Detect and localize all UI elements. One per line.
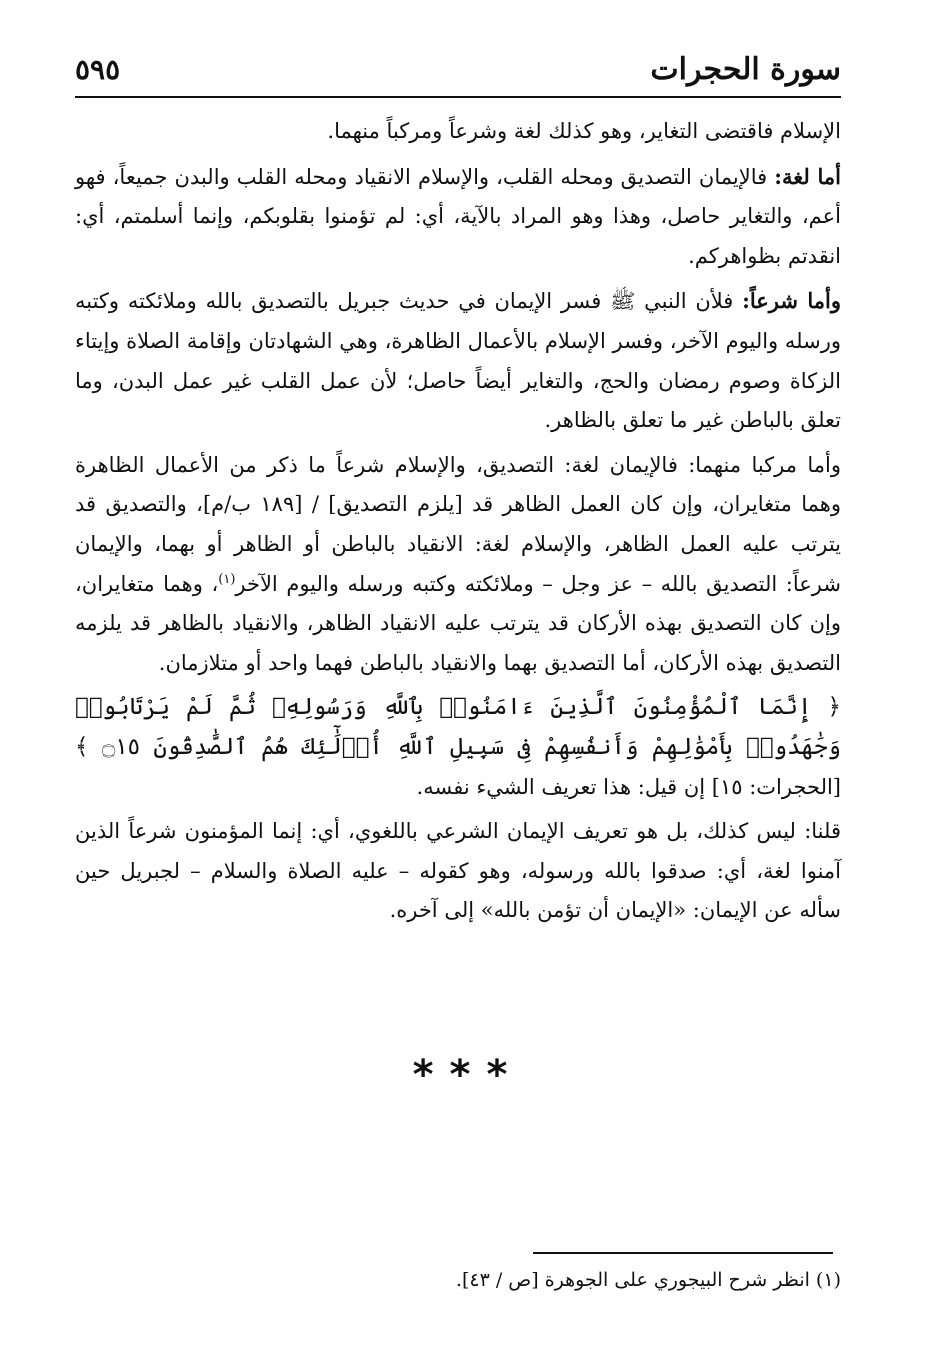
header-rule — [75, 96, 841, 98]
quran-verse: ﴿ إِنَّمَا ٱلْمُؤْمِنُونَ ٱلَّذِينَ ءَامَنُوا۟ بِٱللَّهِ وَرَسُولِهِۦ ثُمَّ لَمْ يَرْتَابُوا۟ وَجَٰهَدُوا۟ بِأَمْوَٰلِهِمْ وَأَنفُسِهِمْ فِى سَبِيلِ ٱللَّهِ أُو۟لَٰٓئِكَ هُمُ ٱلصَّٰدِقُونَ ۝١٥ ﴾ — [75, 694, 841, 760]
paragraph-5 — [75, 688, 841, 807]
paragraph-lead: أما لغة: — [774, 163, 841, 189]
paragraph-text: فلأن النبي ﷺ فسر الإيمان في حديث جبريل بالتصديق بالله وملائكته وكتبه ورسله واليوم الآخر، وفسر الإسلام بالأعمال الظاهرة، وهي الشهادتان وإقامة الصلاة وإيتاء الزكاة وصوم رمضان والحج، والتغاير أيضاً حاصل؛ لأن عمل القلب غير عمل البدن، وما تعلق بالباطن غير ما تعلق بالظاهر. — [75, 289, 841, 433]
paragraph-text: وأما مركبا منهما: فالإيمان لغة: التصديق، والإسلام شرعاً ما ذكر من الأعمال الظاهرة وهما متغايران، وإن كان العمل الظاهر قد [يلزم التصديق] / [١٨٩ ب/م]، والتصديق قد يترتب عليه العمل الظاهر، والإسلام لغة: الانقياد بالباطن أو الظاهر أو بهما، والإيمان شرعاً: التصديق بالله – عز وجل – وملائكته وكتبه ورسله واليوم الآخر — [75, 452, 841, 596]
footnote-rule — [533, 1252, 833, 1254]
paragraph-6 — [75, 812, 841, 931]
surah-title: سورة الحجرات — [650, 52, 841, 87]
page-header — [75, 48, 841, 96]
page-number: ٥٩٥ — [75, 53, 121, 86]
paragraph-text: فالإيمان التصديق ومحله القلب، والإسلام الانقياد ومحله القلب والبدن جميعاً، فهو أعم، والتغاير حاصل، وهذا وهو المراد بالآية، أي: لم تؤمنوا بقلوبكم، وإنما أسلمتم، أي: انقدتم بظواهركم. — [75, 164, 841, 268]
paragraph-text: قلنا: ليس كذلك، بل هو تعريف الإيمان الشرعي باللغوي، أي: إنما المؤمنون شرعاً الذين آمنوا لغة، أي: صدقوا بالله ورسوله، وهو كقوله – عليه الصلاة والسلام – لجبريل حين سأله عن الإيمان: «الإيمان أن تؤمن بالله» إلى آخره. — [75, 819, 841, 923]
paragraph-2 — [75, 157, 841, 277]
paragraph-3 — [75, 281, 841, 440]
paragraph-4 — [75, 446, 841, 684]
paragraph-text: ، وهما متغايران، وإن كان التصديق بهذه الأركان قد يترتب عليه الانقياد الظاهر، والانقياد بالظاهر قد يلزمه التصديق بهذه الأركان، أما التصديق بهما والانقياد بالباطن فهما واحد أو متلازمان. — [75, 571, 841, 675]
paragraph-text: [الحجرات: ١٥] إن قيل: هذا تعريف الشيء نفسه. — [416, 774, 841, 799]
footnote-reference: (١) — [218, 571, 236, 587]
section-separator: *** — [412, 1052, 524, 1098]
paragraph-text: الإسلام فاقتضى التغاير، وهو كذلك لغة وشرعاً ومركباً منهما. — [327, 119, 841, 143]
paragraph-lead: وأما شرعاً: — [742, 288, 842, 314]
footnote: (١) انظر شرح البيجوري على الجوهرة [ص / ٤٣]. — [455, 1269, 841, 1291]
paragraph-1 — [75, 112, 841, 152]
body-text — [75, 112, 841, 936]
